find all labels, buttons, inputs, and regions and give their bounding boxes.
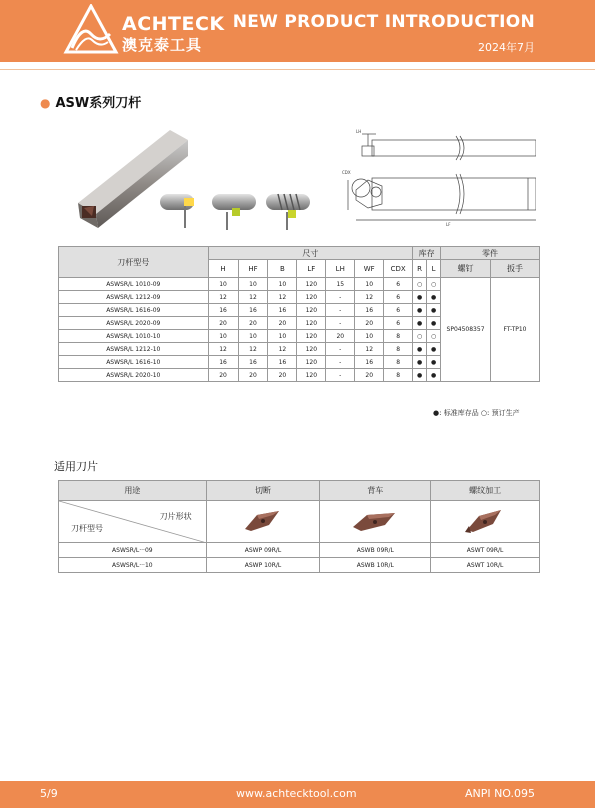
cell-cdx: 6 — [384, 317, 413, 330]
cell-b: 10 — [268, 330, 297, 343]
cell-insert: ASWT 09R/L — [431, 543, 540, 558]
cell-stock-r: ● — [413, 291, 427, 304]
cell-hf: 10 — [238, 278, 268, 291]
cell-lf: 120 — [297, 369, 326, 382]
header-dim-lh: LH — [326, 260, 355, 278]
cell-lh: - — [326, 369, 355, 382]
cell-holder: ASWSR/L···09 — [59, 543, 207, 558]
drawing-label-lh: LH — [356, 129, 362, 134]
cell-cdx: 8 — [384, 356, 413, 369]
cell-lf: 120 — [297, 317, 326, 330]
cell-model: ASWSR/L 1616-10 — [59, 356, 209, 369]
cell-stock-r: ○ — [413, 330, 427, 343]
threading-insert-icon — [465, 508, 505, 534]
section-title-text: ASW系列刀杆 — [55, 96, 142, 111]
cell-cdx: 8 — [384, 369, 413, 382]
table-row — [59, 278, 540, 291]
cell-stock-l: ● — [427, 304, 441, 317]
cell-stock-l: ● — [427, 369, 441, 382]
header-dim-hf: HF — [238, 260, 268, 278]
document-number: ANPI NO.095 — [464, 787, 535, 800]
technical-drawing — [336, 128, 536, 232]
cell-lh: - — [326, 291, 355, 304]
cell-hf: 12 — [238, 343, 268, 356]
brand-name-en: ACHTECK — [122, 13, 225, 35]
brand-name-cn: 澳克泰工具 — [122, 36, 203, 54]
drawing-label-lf: LF — [446, 222, 451, 227]
cell-b: 20 — [268, 317, 297, 330]
cell-hf: 12 — [238, 291, 268, 304]
cell-stock-r: ● — [413, 343, 427, 356]
stock-legend: ●: 标准库存品 ○: 预订生产 — [433, 409, 520, 417]
cell-lf: 120 — [297, 278, 326, 291]
cell-hf: 16 — [238, 304, 268, 317]
section-title — [40, 92, 141, 111]
cell-wf: 12 — [355, 343, 384, 356]
cell-lf: 120 — [297, 330, 326, 343]
page-number: 5/9 — [40, 787, 58, 800]
page-title: NEW PRODUCT INTRODUCTION — [232, 12, 535, 32]
header-stock-r: R — [413, 260, 427, 278]
cell-hf: 20 — [238, 317, 268, 330]
cell-wf: 12 — [355, 291, 384, 304]
insert-image-cell — [320, 501, 431, 543]
holder-model-label: 刀杆型号 — [71, 524, 103, 533]
header-stock: 库存 — [413, 247, 441, 260]
header-back-turning: 背车 — [320, 481, 431, 501]
cell-stock-l: ● — [427, 343, 441, 356]
header-stock-l: L — [427, 260, 441, 278]
cell-model: ASWSR/L 1212-09 — [59, 291, 209, 304]
cell-model: ASWSR/L 1616-09 — [59, 304, 209, 317]
cell-b: 16 — [268, 356, 297, 369]
header-bar — [0, 0, 595, 62]
cell-cdx: 6 — [384, 304, 413, 317]
cell-h: 16 — [208, 356, 238, 369]
header-dim-b: B — [268, 260, 297, 278]
cell-cdx: 6 — [384, 278, 413, 291]
insert-image-cell — [206, 501, 320, 543]
cell-cdx: 6 — [384, 291, 413, 304]
cell-wf: 16 — [355, 304, 384, 317]
cell-stock-r: ○ — [413, 278, 427, 291]
cell-lh: - — [326, 317, 355, 330]
diagonal-line — [59, 501, 207, 543]
cell-stock-l: ○ — [427, 278, 441, 291]
website-link[interactable]: www.achtecktool.com — [236, 787, 357, 800]
cell-wf: 16 — [355, 356, 384, 369]
cell-stock-l: ● — [427, 356, 441, 369]
header-use: 用途 — [59, 481, 207, 501]
drawing-label-cdx: CDX — [342, 170, 351, 175]
cell-h: 20 — [208, 369, 238, 382]
header-dim-lf: LF — [297, 260, 326, 278]
cell-h: 10 — [208, 330, 238, 343]
cell-lf: 120 — [297, 304, 326, 317]
insert-shape-label: 刀片形状 — [159, 512, 192, 521]
header-divider — [0, 69, 595, 70]
cell-stock-r: ● — [413, 304, 427, 317]
cell-stock-r: ● — [413, 369, 427, 382]
cell-hf: 16 — [238, 356, 268, 369]
cell-stock-l: ● — [427, 317, 441, 330]
cell-hf: 20 — [238, 369, 268, 382]
back-turning-insert-icon — [351, 509, 399, 533]
cell-lh: - — [326, 343, 355, 356]
cell-h: 12 — [208, 291, 238, 304]
cell-model: ASWSR/L 1010-10 — [59, 330, 209, 343]
cell-stock-r: ● — [413, 356, 427, 369]
cell-b: 10 — [268, 278, 297, 291]
cell-wf: 10 — [355, 278, 384, 291]
cell-model: ASWSR/L 1010-09 — [59, 278, 209, 291]
cell-b: 12 — [268, 343, 297, 356]
cell-hf: 10 — [238, 330, 268, 343]
cell-stock-l: ○ — [427, 330, 441, 343]
cell-stock-l: ● — [427, 291, 441, 304]
header-threading: 螺纹加工 — [431, 481, 540, 501]
cell-wf: 20 — [355, 369, 384, 382]
cell-h: 12 — [208, 343, 238, 356]
tool-holder-photo — [72, 128, 332, 238]
header-dim-wf: WF — [355, 260, 384, 278]
cell-insert: ASWB 10R/L — [320, 558, 431, 573]
cell-screw: SP04508357 — [441, 278, 491, 382]
cell-b: 20 — [268, 369, 297, 382]
footer-bar — [0, 781, 595, 808]
insert-image-cell — [431, 501, 540, 543]
cell-b: 16 — [268, 304, 297, 317]
parting-insert-icon — [243, 509, 283, 533]
cell-insert: ASWP 10R/L — [206, 558, 320, 573]
cell-h: 16 — [208, 304, 238, 317]
header-dims: 尺寸 — [208, 247, 413, 260]
header-parting: 切断 — [206, 481, 320, 501]
header-screw: 螺钉 — [441, 260, 491, 278]
cell-lh: 15 — [326, 278, 355, 291]
achteck-logo-icon — [62, 4, 120, 56]
cell-insert: ASWT 10R/L — [431, 558, 540, 573]
cell-b: 12 — [268, 291, 297, 304]
cell-h: 20 — [208, 317, 238, 330]
header-dim-h: H — [208, 260, 238, 278]
header-parts: 零件 — [441, 247, 540, 260]
insert-table — [58, 480, 540, 573]
cell-lh: 20 — [326, 330, 355, 343]
cell-cdx: 8 — [384, 330, 413, 343]
header-wrench: 扳手 — [491, 260, 540, 278]
cell-stock-r: ● — [413, 317, 427, 330]
cell-wf: 20 — [355, 317, 384, 330]
cell-lh: - — [326, 356, 355, 369]
cell-lh: - — [326, 304, 355, 317]
cell-insert: ASWB 09R/L — [320, 543, 431, 558]
cell-model: ASWSR/L 1212-10 — [59, 343, 209, 356]
cell-model: ASWSR/L 2020-10 — [59, 369, 209, 382]
bullet-icon: ● — [40, 96, 51, 110]
diagonal-header-cell — [59, 501, 207, 543]
cell-lf: 120 — [297, 343, 326, 356]
issue-date: 2024年7月 — [478, 41, 535, 54]
cell-wf: 10 — [355, 330, 384, 343]
table-row — [59, 543, 540, 558]
cell-insert: ASWP 09R/L — [206, 543, 320, 558]
cell-model: ASWSR/L 2020-09 — [59, 317, 209, 330]
cell-cdx: 8 — [384, 343, 413, 356]
spec-table — [58, 246, 540, 382]
cell-lf: 120 — [297, 356, 326, 369]
cell-h: 10 — [208, 278, 238, 291]
cell-lf: 120 — [297, 291, 326, 304]
header-dim-cdx: CDX — [384, 260, 413, 278]
insert-section-title: 适用刀片 — [54, 460, 98, 473]
cell-wrench: FT-TP10 — [491, 278, 540, 382]
cell-holder: ASWSR/L···10 — [59, 558, 207, 573]
header-model: 刀杆型号 — [59, 247, 209, 278]
table-row — [59, 558, 540, 573]
